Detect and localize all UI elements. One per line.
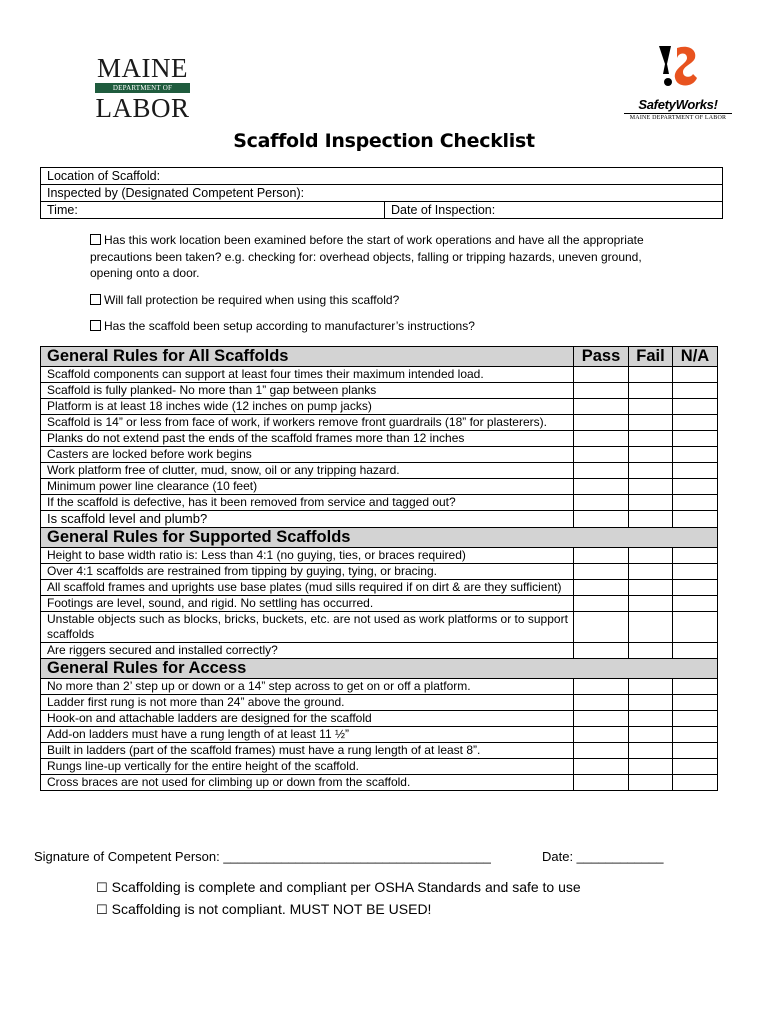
na-cell[interactable] [673, 415, 718, 431]
question-text: Has this work location been examined before the start of work operations and have all the appropriate precautions been taken? e.g. checking for: overhead objects, falling or tripping hazards, uneven ground, opening onto a door. [90, 233, 644, 280]
rule-text: All scaffold frames and uprights use base plates (mud sills required if on dirt & are they sufficient) [41, 580, 574, 596]
rule-text: Over 4:1 scaffolds are restrained from tipping by guying, tying, or bracing. [41, 564, 574, 580]
fail-cell[interactable] [629, 643, 673, 659]
fail-cell[interactable] [629, 612, 673, 643]
question-item [90, 318, 680, 335]
fail-cell[interactable] [629, 367, 673, 383]
rule-text: Scaffold is 14” or less from face of work, if workers remove front guardrails (18” for plasterers). [41, 415, 574, 431]
fail-cell[interactable] [629, 580, 673, 596]
pass-cell[interactable] [574, 679, 629, 695]
na-cell[interactable] [673, 399, 718, 415]
pass-cell[interactable] [574, 612, 629, 643]
pass-cell[interactable] [574, 775, 629, 791]
na-cell[interactable] [673, 367, 718, 383]
signature-field[interactable]: Signature of Competent Person: _____________________________________ [34, 849, 491, 864]
pass-cell[interactable] [574, 759, 629, 775]
fail-cell[interactable] [629, 564, 673, 580]
date-of-inspection-field[interactable]: Date of Inspection: [385, 202, 723, 219]
na-cell[interactable] [673, 479, 718, 495]
table-row [41, 564, 718, 580]
na-cell[interactable] [673, 727, 718, 743]
na-cell[interactable] [673, 548, 718, 564]
rule-text: Casters are locked before work begins [41, 447, 574, 463]
table-row [41, 548, 718, 564]
pass-column-header: Pass [574, 347, 629, 367]
fail-cell[interactable] [629, 727, 673, 743]
safetyworks-logo [624, 44, 732, 122]
question-text: Will fall protection be required when using this scaffold? [104, 292, 400, 307]
compliance-option [96, 899, 581, 921]
fail-cell[interactable] [629, 759, 673, 775]
fail-cell[interactable] [629, 695, 673, 711]
na-cell[interactable] [673, 580, 718, 596]
compliance-text: Scaffolding is complete and compliant per OSHA Standards and safe to use [111, 879, 581, 895]
na-cell[interactable] [673, 743, 718, 759]
na-cell[interactable] [673, 495, 718, 511]
table-row [41, 367, 718, 383]
rule-text: Scaffold components can support at least four times their maximum intended load. [41, 367, 574, 383]
rule-text: Hook-on and attachable ladders are designed for the scaffold [41, 711, 574, 727]
fail-cell[interactable] [629, 495, 673, 511]
na-cell[interactable] [673, 643, 718, 659]
table-row [41, 431, 718, 447]
rule-text: Platform is at least 18 inches wide (12 inches on pump jacks) [41, 399, 574, 415]
logo-subtitle-text: MAINE DEPARTMENT OF LABOR [624, 113, 732, 122]
fail-cell[interactable] [629, 596, 673, 612]
na-cell[interactable] [673, 383, 718, 399]
location-field[interactable]: Location of Scaffold: [41, 168, 723, 185]
time-field[interactable]: Time: [41, 202, 385, 219]
question-text: Has the scaffold been setup according to manufacturer’s instructions? [104, 319, 475, 333]
page-title: Scaffold Inspection Checklist [233, 130, 535, 152]
fail-cell[interactable] [629, 711, 673, 727]
pass-cell[interactable] [574, 548, 629, 564]
na-cell[interactable] [673, 596, 718, 612]
rule-text: Is scaffold level and plumb? [41, 511, 574, 528]
rule-text: Cross braces are not used for climbing up or down from the scaffold. [41, 775, 574, 791]
question-item [90, 232, 680, 282]
rule-text: No more than 2’ step up or down or a 14” step across to get on or off a platform. [41, 679, 574, 695]
table-row [41, 495, 718, 511]
pass-cell[interactable] [574, 431, 629, 447]
rule-text: Height to base width ratio is: Less than 4:1 (no guying, ties, or braces required) [41, 548, 574, 564]
na-cell[interactable] [673, 431, 718, 447]
fail-cell[interactable] [629, 679, 673, 695]
table-row [41, 711, 718, 727]
na-cell[interactable] [673, 612, 718, 643]
rule-text: Ladder first rung is not more than 24” above the ground. [41, 695, 574, 711]
pass-cell[interactable] [574, 564, 629, 580]
rule-text: If the scaffold is defective, has it been removed from service and tagged out? [41, 495, 574, 511]
safetyworks-mark-icon [655, 44, 701, 98]
fail-cell[interactable] [629, 415, 673, 431]
logo-safetyworks-text: SafetyWorks! [638, 97, 718, 112]
na-cell[interactable] [673, 759, 718, 775]
fail-column-header: Fail [629, 347, 673, 367]
na-cell[interactable] [673, 463, 718, 479]
rule-text: Footings are level, sound, and rigid. No settling has occurred. [41, 596, 574, 612]
fail-cell[interactable] [629, 383, 673, 399]
section-title: General Rules for All Scaffolds [41, 347, 574, 367]
table-row [41, 612, 718, 643]
logo-department-text: DEPARTMENT OF [95, 83, 190, 93]
table-row [41, 580, 718, 596]
pass-cell[interactable] [574, 383, 629, 399]
pass-cell[interactable] [574, 711, 629, 727]
na-cell[interactable] [673, 511, 718, 528]
table-row [41, 743, 718, 759]
table-row [41, 447, 718, 463]
compliance-text: Scaffolding is not compliant. MUST NOT BE USED! [111, 901, 432, 917]
rule-text: Planks do not extend past the ends of the scaffold frames more than 12 inches [41, 431, 574, 447]
info-table [40, 167, 723, 219]
table-row [41, 759, 718, 775]
section-title: General Rules for Supported Scaffolds [41, 528, 718, 548]
fail-cell[interactable] [629, 399, 673, 415]
inspected-by-field[interactable]: Inspected by (Designated Competent Person): [41, 185, 723, 202]
table-row [41, 679, 718, 695]
table-row [41, 596, 718, 612]
checkbox[interactable] [90, 294, 101, 305]
signature-date-field[interactable]: Date: ____________ [542, 849, 664, 864]
fail-cell[interactable] [629, 548, 673, 564]
table-row [41, 463, 718, 479]
logo-maine-text: MAINE [97, 53, 188, 83]
pass-cell[interactable] [574, 399, 629, 415]
checkbox-icon[interactable]: ☐ [96, 881, 108, 896]
fail-cell[interactable] [629, 775, 673, 791]
rule-text: Scaffold is fully planked- No more than 1” gap between planks [41, 383, 574, 399]
pass-cell[interactable] [574, 447, 629, 463]
checkbox[interactable] [90, 320, 101, 331]
rule-text: Add-on ladders must have a rung length of at least 11 ½” [41, 727, 574, 743]
section-header [41, 528, 718, 548]
rule-text: Minimum power line clearance (10 feet) [41, 479, 574, 495]
checkbox[interactable] [90, 234, 101, 245]
fail-cell[interactable] [629, 463, 673, 479]
fail-cell[interactable] [629, 511, 673, 528]
logo-labor-text: LABOR [95, 93, 190, 123]
maine-dol-logo [95, 55, 190, 121]
pass-cell[interactable] [574, 463, 629, 479]
precheck-questions [90, 232, 680, 345]
rules-table [40, 346, 718, 791]
table-row [41, 399, 718, 415]
table-row [41, 479, 718, 495]
fail-cell[interactable] [629, 743, 673, 759]
pass-cell[interactable] [574, 727, 629, 743]
pass-cell[interactable] [574, 643, 629, 659]
table-row [41, 415, 718, 431]
na-column-header: N/A [673, 347, 718, 367]
table-row [41, 643, 718, 659]
na-cell[interactable] [673, 679, 718, 695]
pass-cell[interactable] [574, 479, 629, 495]
fail-cell[interactable] [629, 447, 673, 463]
fail-cell[interactable] [629, 431, 673, 447]
rule-text: Built in ladders (part of the scaffold frames) must have a rung length of at least 8”. [41, 743, 574, 759]
signature-line [34, 849, 734, 865]
pass-cell[interactable] [574, 580, 629, 596]
fail-cell[interactable] [629, 479, 673, 495]
question-item [90, 292, 680, 309]
na-cell[interactable] [673, 695, 718, 711]
rule-text: Work platform free of clutter, mud, snow, oil or any tripping hazard. [41, 463, 574, 479]
na-cell[interactable] [673, 447, 718, 463]
table-row [41, 383, 718, 399]
pass-cell[interactable] [574, 367, 629, 383]
na-cell[interactable] [673, 711, 718, 727]
pass-cell[interactable] [574, 596, 629, 612]
rule-text: Unstable objects such as blocks, bricks, buckets, etc. are not used as work platforms or to support scaffolds [41, 612, 574, 643]
rule-text: Rungs line-up vertically for the entire height of the scaffold. [41, 759, 574, 775]
table-row [41, 727, 718, 743]
table-row [41, 511, 718, 528]
compliance-option [96, 877, 581, 899]
table-row [41, 695, 718, 711]
pass-cell[interactable] [574, 743, 629, 759]
pass-cell[interactable] [574, 695, 629, 711]
section-title: General Rules for Access [41, 659, 718, 679]
pass-cell[interactable] [574, 495, 629, 511]
table-row [41, 775, 718, 791]
pass-cell[interactable] [574, 415, 629, 431]
checkbox-icon[interactable]: ☐ [96, 903, 108, 918]
section-header [41, 659, 718, 679]
na-cell[interactable] [673, 775, 718, 791]
section-header [41, 347, 718, 367]
na-cell[interactable] [673, 564, 718, 580]
rule-text: Are riggers secured and installed correctly? [41, 643, 574, 659]
compliance-options [96, 877, 581, 921]
pass-cell[interactable] [574, 511, 629, 528]
